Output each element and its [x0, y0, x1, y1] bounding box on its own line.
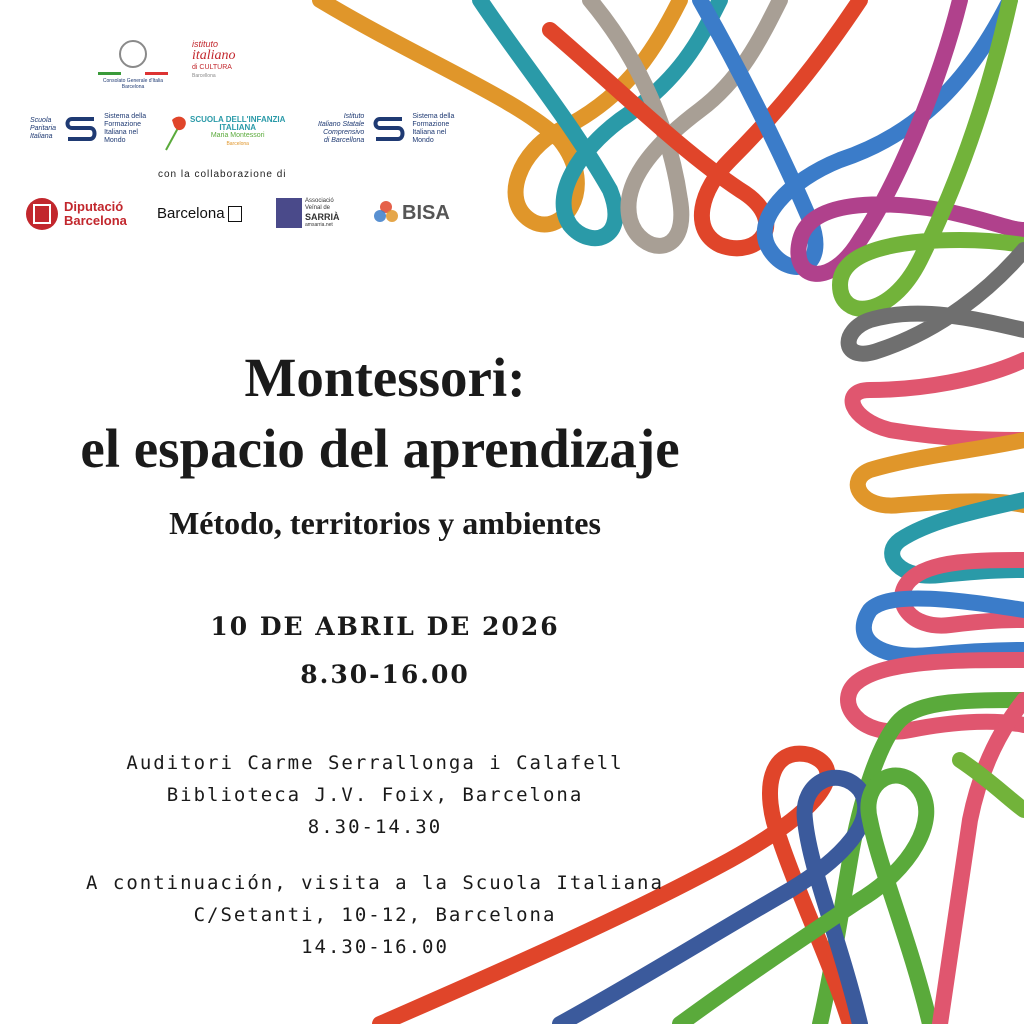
scuola-paritaria-logo: Scuola Paritaria Italiana Sistema della Formazione Italiana nel Mondo	[30, 113, 147, 144]
bisa-flower-icon	[373, 200, 399, 226]
barcellona-label: Barcellona	[192, 73, 216, 79]
red-flower-icon	[162, 112, 190, 152]
diputacio-emblem-icon	[26, 198, 58, 230]
istituto-cultura-logo	[192, 40, 272, 80]
barcelona-logo: Barcelona	[157, 205, 242, 222]
venue-line-1: Auditori Carme Serrallonga i Calafell	[126, 752, 624, 774]
venue-line-6: 14.30-16.00	[301, 936, 449, 958]
event-date: 10 DE ABRIL DE 2026	[210, 612, 560, 641]
rope-pink	[853, 360, 1024, 440]
istituto-statale-logo: Istituto Italiano Statale Comprensivo di Barcellona Sistema della Formazione Italiana nel Mondo	[318, 113, 455, 144]
collaboration-label: con la collaborazione di	[158, 169, 287, 180]
istituto-label: istituto	[192, 39, 219, 49]
sistema-s-icon	[62, 114, 100, 144]
venue-line-4: A continuación, visita a la Scuola Italiana	[86, 872, 664, 894]
diputacio-logo: Diputació Barcelona	[26, 198, 127, 230]
bisa-logo: BISA	[373, 200, 450, 226]
title-line-1: Montessori:	[244, 347, 526, 408]
barcelona-shield-icon	[228, 206, 242, 222]
sarria-logo: Associació Veïnal de SARRIÀ amsarria.net	[276, 198, 340, 228]
sarria-emblem-icon	[276, 198, 302, 228]
rope-pink-4	[940, 700, 1024, 1024]
event-hours: 8.30-16.00	[300, 660, 470, 689]
scuola-infanzia-logo: SCUOLA DELL'INFANZIA ITALIANA Maria Montessori Barcelona	[162, 112, 310, 152]
venue-line-2: Biblioteca J.V. Foix, Barcelona	[166, 784, 584, 806]
di-cultura-label: di CULTURA	[192, 64, 232, 71]
sistema-s-icon-2	[370, 114, 408, 144]
title-line-2: el espacio del aprendizaje	[80, 418, 680, 479]
consolato-logo	[98, 40, 168, 90]
consolato-text: Consolato Generale d'Italia Barcelona	[102, 78, 164, 90]
venue-line-5: C/Setanti, 10-12, Barcelona	[193, 904, 557, 926]
tricolor-line	[98, 72, 168, 75]
venue-line-3: 8.30-14.30	[307, 816, 443, 838]
emblem-icon	[119, 40, 147, 68]
rope-orange-2	[858, 440, 1024, 506]
italiano-label: italiano	[192, 48, 236, 63]
subtitle: Método, territorios y ambientes	[169, 505, 601, 541]
